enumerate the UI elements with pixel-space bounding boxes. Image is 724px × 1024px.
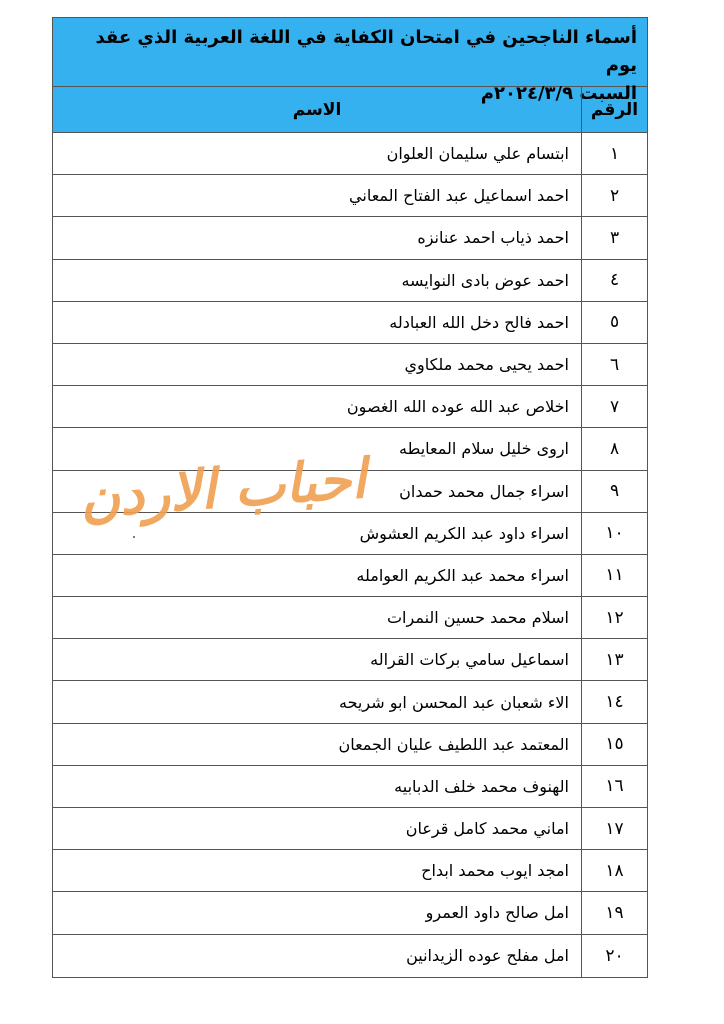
row-name: اسراء جمال محمد حمدان	[399, 481, 569, 501]
row-number: ١٧	[581, 808, 647, 849]
table-row	[53, 681, 647, 723]
row-number: ٤	[581, 260, 647, 301]
row-name: اسراء محمد عبد الكريم العوامله	[356, 565, 569, 585]
table-row	[53, 850, 647, 892]
row-number: ٣	[581, 217, 647, 258]
table-row	[53, 344, 647, 386]
table-row	[53, 808, 647, 850]
table-row	[53, 386, 647, 428]
table-row	[53, 302, 647, 344]
table-row	[53, 217, 647, 259]
row-number: ١	[581, 133, 647, 174]
row-name: المعتمد عبد اللطيف عليان الجمعان	[338, 734, 569, 754]
row-number: ١٨	[581, 850, 647, 891]
row-number: ٢٠	[581, 935, 647, 977]
table-row	[53, 260, 647, 302]
row-name: اسراء داود عبد الكريم العشوش	[359, 523, 569, 543]
row-name: اسماعيل سامي بركات القراله	[370, 650, 569, 670]
table-row	[53, 597, 647, 639]
row-number: ٥	[581, 302, 647, 343]
table-title	[53, 18, 647, 104]
row-name: احمد اسماعيل عبد الفتاح المعاني	[349, 186, 569, 206]
row-name: احمد فالح دخل الله العبادله	[389, 312, 569, 332]
row-name: الاء شعبان عبد المحسن ابو شريحه	[339, 692, 569, 712]
watermark-text: احباب الاردن	[77, 446, 369, 530]
row-number: ٦	[581, 344, 647, 385]
row-name: امل صالح داود العمرو	[425, 903, 569, 923]
row-number: ١٩	[581, 892, 647, 933]
table-row	[53, 175, 647, 217]
title-line-1: أسماء الناجحين في امتحان الكفاية في اللغة العربية الذي عقد يوم	[95, 27, 637, 76]
row-name: احمد يحيى محمد ملكاوي	[404, 355, 569, 375]
table-row	[53, 935, 647, 977]
row-number: ١٣	[581, 639, 647, 680]
table-row	[53, 766, 647, 808]
row-number: ٩	[581, 471, 647, 512]
row-name: اخلاص عبد الله عوده الله الغصون	[346, 397, 569, 417]
title-line-2: السبت ٢٠٢٤/٣/٩م	[480, 83, 637, 104]
row-number: ٢	[581, 175, 647, 216]
row-number: ٨	[581, 428, 647, 469]
row-number: ١٢	[581, 597, 647, 638]
table-body	[53, 133, 647, 977]
row-name: احمد ذياب احمد عنانزه	[417, 228, 569, 248]
table-row	[53, 724, 647, 766]
stray-dot	[133, 536, 135, 538]
row-number: ١٦	[581, 766, 647, 807]
header-name: الاسم	[292, 99, 342, 120]
row-number: ١٠	[581, 513, 647, 554]
table-row	[53, 555, 647, 597]
row-name: امل مفلح عوده الزيدانين	[406, 946, 569, 966]
table-row	[53, 639, 647, 681]
table-header	[53, 87, 647, 133]
header-number: الرقم	[581, 87, 647, 132]
row-name: الهنوف محمد خلف الدبابيه	[394, 776, 569, 796]
row-number: ٧	[581, 386, 647, 427]
row-name: احمد عوض بادى النوايسه	[401, 270, 569, 290]
table-row	[53, 133, 647, 175]
row-name: اسلام محمد حسين النمرات	[386, 608, 569, 628]
row-name: امجد ايوب محمد ابداح	[421, 861, 569, 881]
row-name: ابتسام علي سليمان العلوان	[386, 144, 569, 164]
table-row	[53, 892, 647, 934]
row-name: اماني محمد كامل قرعان	[405, 819, 569, 839]
row-number: ١٥	[581, 724, 647, 765]
row-number: ١١	[581, 555, 647, 596]
row-name: اروى خليل سلام المعايطه	[399, 439, 569, 459]
row-number: ١٤	[581, 681, 647, 722]
